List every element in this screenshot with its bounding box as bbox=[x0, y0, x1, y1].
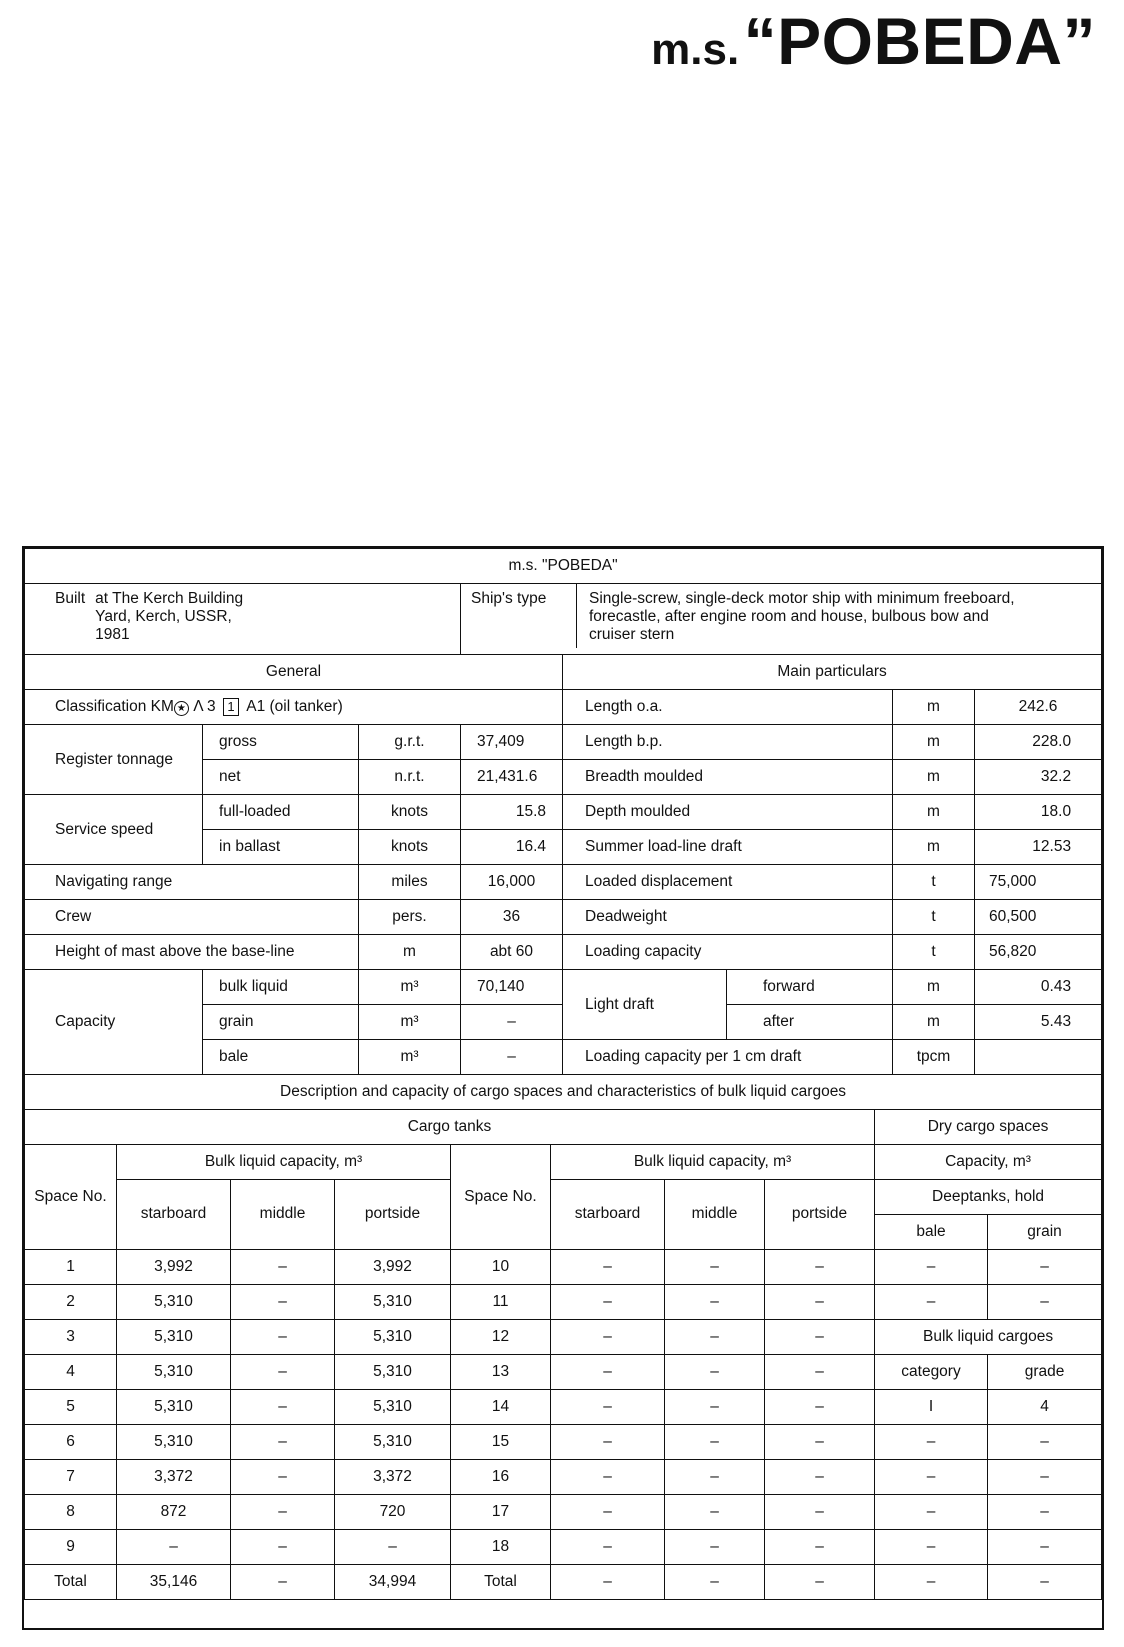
net-unit: n.r.t. bbox=[359, 760, 461, 795]
portside-cell: – bbox=[765, 1459, 875, 1494]
main-particulars-header: Main particulars bbox=[563, 655, 1102, 690]
built-cell bbox=[25, 584, 461, 655]
starboard-cell: – bbox=[551, 1249, 665, 1284]
cargo-spaces-table bbox=[24, 1074, 1102, 1600]
ship-type-cell bbox=[461, 584, 1102, 655]
portside-cell: 5,310 bbox=[335, 1319, 451, 1354]
loaded-displacement-unit: t bbox=[893, 865, 975, 900]
dry-cargo-cell: – bbox=[988, 1284, 1102, 1319]
middle-cell: – bbox=[665, 1249, 765, 1284]
space-no-cell: 4 bbox=[25, 1354, 117, 1389]
full-loaded-label: full-loaded bbox=[203, 795, 359, 830]
table-row bbox=[25, 1319, 1102, 1354]
space-no-cell: Total bbox=[25, 1564, 117, 1599]
ship-type-line-1: Single-screw, single-deck motor ship with minimum freeboard, bbox=[589, 590, 1015, 607]
middle-cell: – bbox=[231, 1354, 335, 1389]
loading-per-cm-label: Loading capacity per 1 cm draft bbox=[563, 1040, 893, 1075]
loading-capacity-unit: t bbox=[893, 935, 975, 970]
description-header: Description and capacity of cargo spaces and characteristics of bulk liquid cargoes bbox=[25, 1074, 1102, 1109]
mast-height-value: abt 60 bbox=[461, 935, 563, 970]
portside-cell: – bbox=[765, 1284, 875, 1319]
boxed-class-icon: 1 bbox=[223, 698, 239, 716]
starboard-cell: – bbox=[551, 1564, 665, 1599]
classification-prefix: Classification KM bbox=[55, 698, 174, 715]
mast-height-label: Height of mast above the base-line bbox=[25, 935, 359, 970]
ballast-label: in ballast bbox=[203, 830, 359, 865]
category-header: category bbox=[875, 1354, 988, 1389]
summer-draft-value: 12.53 bbox=[975, 830, 1102, 865]
table-row bbox=[25, 1459, 1102, 1494]
starboard-cell: – bbox=[551, 1529, 665, 1564]
full-loaded-unit: knots bbox=[359, 795, 461, 830]
navigating-range-value: 16,000 bbox=[461, 865, 563, 900]
crew-unit: pers. bbox=[359, 900, 461, 935]
classification-middle: Λ 3 bbox=[193, 698, 216, 715]
middle-header-right: middle bbox=[665, 1179, 765, 1249]
cargo-tanks-header: Cargo tanks bbox=[25, 1109, 875, 1144]
dry-cargo-cell: – bbox=[875, 1459, 988, 1494]
service-speed-label: Service speed bbox=[25, 795, 203, 865]
space-no-cell: 10 bbox=[451, 1249, 551, 1284]
net-label: net bbox=[203, 760, 359, 795]
table-title: m.s. "POBEDA" bbox=[25, 549, 1102, 584]
gross-unit: g.r.t. bbox=[359, 725, 461, 760]
middle-cell: – bbox=[231, 1529, 335, 1564]
length-oa-label: Length o.a. bbox=[563, 690, 893, 725]
loading-per-cm-value bbox=[975, 1040, 1102, 1075]
dry-cargo-cell: – bbox=[875, 1249, 988, 1284]
gross-label: gross bbox=[203, 725, 359, 760]
breadth-label: Breadth moulded bbox=[563, 760, 893, 795]
gross-value: 37,409 bbox=[461, 725, 563, 760]
dry-cargo-cell: – bbox=[875, 1494, 988, 1529]
space-no-cell: 3 bbox=[25, 1319, 117, 1354]
dry-cargo-cell: – bbox=[875, 1284, 988, 1319]
dry-cargo-header: Dry cargo spaces bbox=[875, 1109, 1102, 1144]
starboard-cell: 5,310 bbox=[117, 1424, 231, 1459]
space-no-cell: 17 bbox=[451, 1494, 551, 1529]
grain-label: grain bbox=[203, 1005, 359, 1040]
middle-cell: – bbox=[231, 1249, 335, 1284]
ship-type-line-3: cruiser stern bbox=[589, 626, 675, 643]
bale-label: bale bbox=[203, 1040, 359, 1075]
portside-cell: – bbox=[765, 1319, 875, 1354]
bulk-capacity-header-left: Bulk liquid capacity, m³ bbox=[117, 1144, 451, 1179]
grain-unit: m³ bbox=[359, 1005, 461, 1040]
portside-cell: 3,372 bbox=[335, 1459, 451, 1494]
space-no-cell: Total bbox=[451, 1564, 551, 1599]
space-no-cell: 15 bbox=[451, 1424, 551, 1459]
length-oa-unit: m bbox=[893, 690, 975, 725]
depth-value: 18.0 bbox=[975, 795, 1102, 830]
classification-suffix: A1 (oil tanker) bbox=[246, 698, 343, 715]
space-no-cell: 5 bbox=[25, 1389, 117, 1424]
length-bp-value: 228.0 bbox=[975, 725, 1102, 760]
middle-cell: – bbox=[665, 1319, 765, 1354]
dry-cargo-cell: I bbox=[875, 1389, 988, 1424]
ship-particulars-table bbox=[22, 546, 1104, 1630]
portside-cell: 720 bbox=[335, 1494, 451, 1529]
bale-value: – bbox=[461, 1040, 563, 1075]
dry-cargo-cell: – bbox=[988, 1459, 1102, 1494]
space-no-header-right: Space No. bbox=[451, 1144, 551, 1249]
starboard-cell: – bbox=[551, 1459, 665, 1494]
title-ship-name: “POBEDA” bbox=[743, 4, 1096, 78]
starboard-cell: – bbox=[551, 1494, 665, 1529]
middle-cell: – bbox=[665, 1564, 765, 1599]
space-no-cell: 2 bbox=[25, 1284, 117, 1319]
middle-cell: – bbox=[231, 1319, 335, 1354]
general-header: General bbox=[25, 655, 563, 690]
net-value: 21,431.6 bbox=[461, 760, 563, 795]
space-no-header-left: Space No. bbox=[25, 1144, 117, 1249]
bulk-liquid-label: bulk liquid bbox=[203, 970, 359, 1005]
space-no-cell: 6 bbox=[25, 1424, 117, 1459]
crew-label: Crew bbox=[25, 900, 359, 935]
portside-cell: 34,994 bbox=[335, 1564, 451, 1599]
depth-unit: m bbox=[893, 795, 975, 830]
starboard-cell: – bbox=[551, 1389, 665, 1424]
title-prefix: m.s. bbox=[651, 25, 740, 74]
deadweight-unit: t bbox=[893, 900, 975, 935]
middle-cell: – bbox=[665, 1529, 765, 1564]
space-no-cell: 13 bbox=[451, 1354, 551, 1389]
page-title bbox=[651, 4, 1096, 78]
ship-type-line-2: forecastle, after engine room and house, bulbous bow and bbox=[589, 608, 989, 625]
starboard-header-left: starboard bbox=[117, 1179, 231, 1249]
portside-cell: 5,310 bbox=[335, 1354, 451, 1389]
loaded-displacement-label: Loaded displacement bbox=[563, 865, 893, 900]
navigating-range-unit: miles bbox=[359, 865, 461, 900]
register-tonnage-label: Register tonnage bbox=[25, 725, 203, 795]
star-circle-icon: ★ bbox=[174, 701, 189, 716]
loaded-displacement-value: 75,000 bbox=[975, 865, 1102, 900]
bale-unit: m³ bbox=[359, 1040, 461, 1075]
middle-cell: – bbox=[665, 1354, 765, 1389]
starboard-cell: 872 bbox=[117, 1494, 231, 1529]
built-label: Built bbox=[55, 590, 86, 607]
space-no-cell: 18 bbox=[451, 1529, 551, 1564]
summer-draft-label: Summer load-line draft bbox=[563, 830, 893, 865]
bulk-liquid-cargoes-header: Bulk liquid cargoes bbox=[875, 1319, 1102, 1354]
starboard-cell: – bbox=[551, 1319, 665, 1354]
starboard-cell: 3,372 bbox=[117, 1459, 231, 1494]
portside-cell: – bbox=[765, 1564, 875, 1599]
space-no-cell: 1 bbox=[25, 1249, 117, 1284]
portside-cell: – bbox=[765, 1424, 875, 1459]
table-row bbox=[25, 1389, 1102, 1424]
light-draft-forward-value: 0.43 bbox=[975, 970, 1102, 1005]
starboard-cell: 3,992 bbox=[117, 1249, 231, 1284]
portside-header-left: portside bbox=[335, 1179, 451, 1249]
table-row bbox=[25, 1424, 1102, 1459]
crew-value: 36 bbox=[461, 900, 563, 935]
bulk-liquid-value: 70,140 bbox=[461, 970, 563, 1005]
space-no-cell: 12 bbox=[451, 1319, 551, 1354]
deadweight-label: Deadweight bbox=[563, 900, 893, 935]
table-row bbox=[25, 1354, 1102, 1389]
middle-cell: – bbox=[665, 1494, 765, 1529]
depth-label: Depth moulded bbox=[563, 795, 893, 830]
dry-cargo-cell: 4 bbox=[988, 1389, 1102, 1424]
ballast-value: 16.4 bbox=[461, 830, 563, 865]
table-row bbox=[25, 1284, 1102, 1319]
portside-cell: – bbox=[765, 1494, 875, 1529]
light-draft-after-unit: m bbox=[893, 1005, 975, 1040]
space-no-cell: 7 bbox=[25, 1459, 117, 1494]
starboard-cell: – bbox=[551, 1284, 665, 1319]
portside-cell: 3,992 bbox=[335, 1249, 451, 1284]
portside-cell: – bbox=[765, 1389, 875, 1424]
dry-cargo-cell: – bbox=[875, 1529, 988, 1564]
breadth-value: 32.2 bbox=[975, 760, 1102, 795]
middle-cell: – bbox=[665, 1284, 765, 1319]
built-line-2: Yard, Kerch, USSR, bbox=[95, 608, 232, 625]
capacity-label: Capacity bbox=[25, 970, 203, 1075]
middle-cell: – bbox=[231, 1284, 335, 1319]
built-line-1: at The Kerch Building bbox=[95, 590, 244, 607]
loading-capacity-value: 56,820 bbox=[975, 935, 1102, 970]
bulk-liquid-unit: m³ bbox=[359, 970, 461, 1005]
starboard-cell: – bbox=[117, 1529, 231, 1564]
light-draft-forward-label: forward bbox=[727, 970, 893, 1005]
dry-cargo-cell: – bbox=[875, 1564, 988, 1599]
light-draft-after-value: 5.43 bbox=[975, 1005, 1102, 1040]
middle-cell: – bbox=[231, 1389, 335, 1424]
table-row bbox=[25, 1529, 1102, 1564]
dry-cargo-cell: – bbox=[988, 1529, 1102, 1564]
portside-cell: – bbox=[765, 1354, 875, 1389]
starboard-cell: 35,146 bbox=[117, 1564, 231, 1599]
portside-cell: – bbox=[765, 1529, 875, 1564]
light-draft-after-label: after bbox=[727, 1005, 893, 1040]
portside-header-right: portside bbox=[765, 1179, 875, 1249]
light-draft-label: Light draft bbox=[563, 970, 727, 1040]
space-no-cell: 14 bbox=[451, 1389, 551, 1424]
space-no-cell: 11 bbox=[451, 1284, 551, 1319]
starboard-cell: 5,310 bbox=[117, 1319, 231, 1354]
full-loaded-value: 15.8 bbox=[461, 795, 563, 830]
middle-cell: – bbox=[665, 1424, 765, 1459]
middle-cell: – bbox=[665, 1459, 765, 1494]
portside-cell: – bbox=[765, 1249, 875, 1284]
starboard-header-right: starboard bbox=[551, 1179, 665, 1249]
dry-cargo-cell: – bbox=[988, 1424, 1102, 1459]
bulk-capacity-header-right: Bulk liquid capacity, m³ bbox=[551, 1144, 875, 1179]
starboard-cell: 5,310 bbox=[117, 1389, 231, 1424]
breadth-unit: m bbox=[893, 760, 975, 795]
mast-height-unit: m bbox=[359, 935, 461, 970]
summer-draft-unit: m bbox=[893, 830, 975, 865]
loading-per-cm-unit: tpcm bbox=[893, 1040, 975, 1075]
grain-header: grain bbox=[988, 1214, 1102, 1249]
navigating-range-label: Navigating range bbox=[25, 865, 359, 900]
starboard-cell: 5,310 bbox=[117, 1284, 231, 1319]
ship-type-label: Ship's type bbox=[461, 584, 577, 648]
starboard-cell: – bbox=[551, 1424, 665, 1459]
deeptanks-header: Deeptanks, hold bbox=[875, 1179, 1102, 1214]
ballast-unit: knots bbox=[359, 830, 461, 865]
table-row bbox=[25, 1494, 1102, 1529]
portside-cell: 5,310 bbox=[335, 1424, 451, 1459]
deadweight-value: 60,500 bbox=[975, 900, 1102, 935]
dry-cargo-cell: – bbox=[988, 1249, 1102, 1284]
length-bp-label: Length b.p. bbox=[563, 725, 893, 760]
portside-cell: – bbox=[335, 1529, 451, 1564]
grade-header: grade bbox=[988, 1354, 1102, 1389]
table-row bbox=[25, 1564, 1102, 1599]
built-line-3: 1981 bbox=[95, 626, 130, 643]
dry-cargo-cell: – bbox=[988, 1564, 1102, 1599]
general-table bbox=[24, 548, 1102, 1075]
portside-cell: 5,310 bbox=[335, 1389, 451, 1424]
bale-header: bale bbox=[875, 1214, 988, 1249]
middle-cell: – bbox=[231, 1494, 335, 1529]
dry-cargo-cell: – bbox=[988, 1494, 1102, 1529]
starboard-cell: 5,310 bbox=[117, 1354, 231, 1389]
middle-cell: – bbox=[665, 1389, 765, 1424]
capacity-m3-header: Capacity, m³ bbox=[875, 1144, 1102, 1179]
loading-capacity-label: Loading capacity bbox=[563, 935, 893, 970]
middle-cell: – bbox=[231, 1424, 335, 1459]
dry-cargo-cell: – bbox=[875, 1424, 988, 1459]
space-no-cell: 16 bbox=[451, 1459, 551, 1494]
starboard-cell: – bbox=[551, 1354, 665, 1389]
middle-cell: – bbox=[231, 1459, 335, 1494]
classification-row bbox=[25, 690, 563, 725]
portside-cell: 5,310 bbox=[335, 1284, 451, 1319]
middle-header-left: middle bbox=[231, 1179, 335, 1249]
length-oa-value: 242.6 bbox=[975, 690, 1102, 725]
length-bp-unit: m bbox=[893, 725, 975, 760]
space-no-cell: 8 bbox=[25, 1494, 117, 1529]
grain-value: – bbox=[461, 1005, 563, 1040]
light-draft-forward-unit: m bbox=[893, 970, 975, 1005]
middle-cell: – bbox=[231, 1564, 335, 1599]
space-no-cell: 9 bbox=[25, 1529, 117, 1564]
table-row bbox=[25, 1249, 1102, 1284]
